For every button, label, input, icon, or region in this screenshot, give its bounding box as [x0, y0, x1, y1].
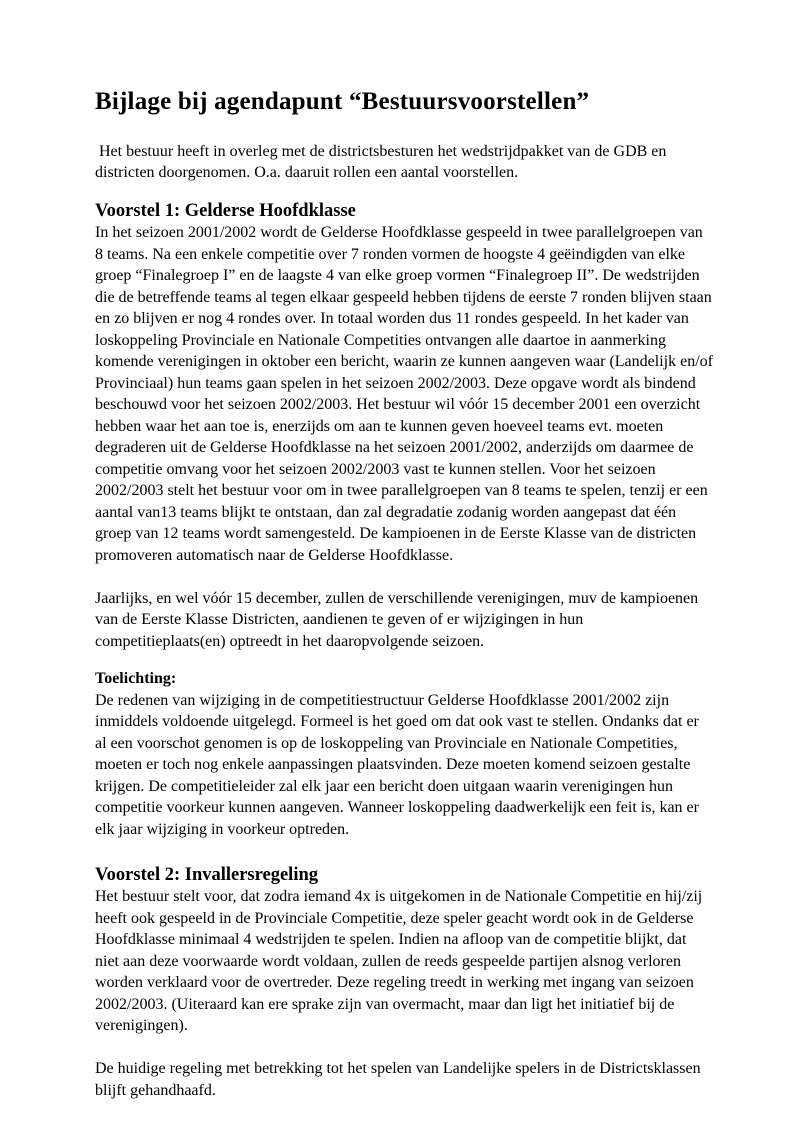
- section-heading-voorstel-2: Voorstel 2: Invallersregeling: [95, 865, 319, 886]
- paragraph: In het seizoen 2001/2002 wordt de Gelderse Hoofdklasse gespeeld in twee parallelgroepen van 8 teams. Na een enkele competitie over 7 ronden vormen de hoogste 4 geëindigden van elke groep “Finalegroep I” en de laagste 4 van elke groep vormen “Finalegroep II”. De wedstrijden die de betreffende teams al tegen elkaar gespeeld hebben tijdens de eerste 7 ronden blijven staan en zo blijven er nog 4 rondes over. In totaal worden dus 11 rondes gespeeld. In het kader van loskoppeling Provinciale en Nationale Competities ontvangen alle daartoe in aanmerking komende verenigingen in oktober een bericht, waarin ze kunnen aangeven waar (Landelijk en/of Provinciaal) hun teams gaan spelen in het seizoen 2002/2003. Deze opgave wordt als bindend beschouwd voor het seizoen 2002/2003. Het bestuur wil vóór 15 december 2001 een overzicht hebben waar het aan toe is, enerzijds om aan te kunnen geven hoeveel teams evt. moeten degraderen uit de Gelderse Hoofdklasse na het seizoen 2001/2002, anderzijds om daarmee de competitie omvang voor het seizoen 2002/2003 vast te kunnen stellen. Voor het seizoen 2002/2003 stelt het bestuur voor om in twee parallelgroepen van 8 teams te spelen, tenzij er een aantal van13 teams blijkt te ontstaan, dan zal degradatie zodanig worden aangepast dat één groep van 12 teams wordt samengesteld. De kampioenen in de Eerste Klasse van de districten promoveren automatisch naar de Gelderse Hoofdklasse.: [95, 224, 717, 564]
- paragraph: Jaarlijks, en wel vóór 15 december, zullen de verschillende verenigingen, muv de kampioenen van de Eerste Klasse Districten, aandienen te geven of er wijzigingen in hun competitieplaats(en) optreedt in het daaropvolgende seizoen.: [95, 589, 703, 650]
- paragraph: De redenen van wijziging in de competitiestructuur Gelderse Hoofdklasse 2001/2002 zijn inmiddels voldoende uitgelegd. Formeel is het goed om dat ook vast te stellen. Ondanks dat er al een voorschot genomen is op de loskoppeling van Provinciale en Nationale Competities, moeten er toch nog enkele aanpassingen plaatsvinden. Deze moeten komend seizoen gestalte krijgen. De competitieleider zal elk jaar een bericht doen uitgaan waarin verenigingen hun competitie voorkeur kunnen aangeven. Wanneer loskoppeling daadwerkelijk een feit is, kan er elk jaar wijziging in voorkeur optreden.: [95, 691, 703, 838]
- section-heading-toelichting: Toelichting:: [95, 670, 177, 688]
- section-toelichting: [95, 668, 714, 840]
- paragraph: De huidige regeling met betrekking tot het spelen van Landelijke spelers in de Districtsklassen blijft gehandhaafd.: [95, 1060, 705, 1099]
- section-voorstel-2: [95, 865, 714, 1101]
- section-heading-voorstel-1: Voorstel 1: Gelderse Hoofdklasse: [95, 200, 356, 221]
- section-voorstel-1: [95, 200, 717, 652]
- intro-paragraph: Het bestuur heeft in overleg met de districtsbesturen het wedstrijdpakket van de GDB en districten doorgenomen. O.a. daaruit rollen een aantal voorstellen.: [95, 142, 671, 182]
- document-title: Bijlage bij agendapunt “Bestuursvoorstellen”: [95, 88, 590, 115]
- paragraph: Het bestuur stelt voor, dat zodra iemand 4x is uitgekomen in de Nationale Competitie en hij/zij heeft ook gespeeld in de Provinciale Competitie, deze speler geacht wordt ook in de Gelderse Hoofdklasse minimaal 4 wedstrijden te spelen. Indien na afloop van de competitie blijkt, dat niet aan deze voorwaarde wordt voldaan, zullen de reeds gespeelde partijen alsnog verloren worden verklaard voor de overtreder. Deze regeling treedt in werking met ingang van seizoen 2002/2003. (Uiteraard kan ere sprake zijn van overmacht, maar dan ligt het initiatief bij de verenigingen).: [95, 888, 707, 1035]
